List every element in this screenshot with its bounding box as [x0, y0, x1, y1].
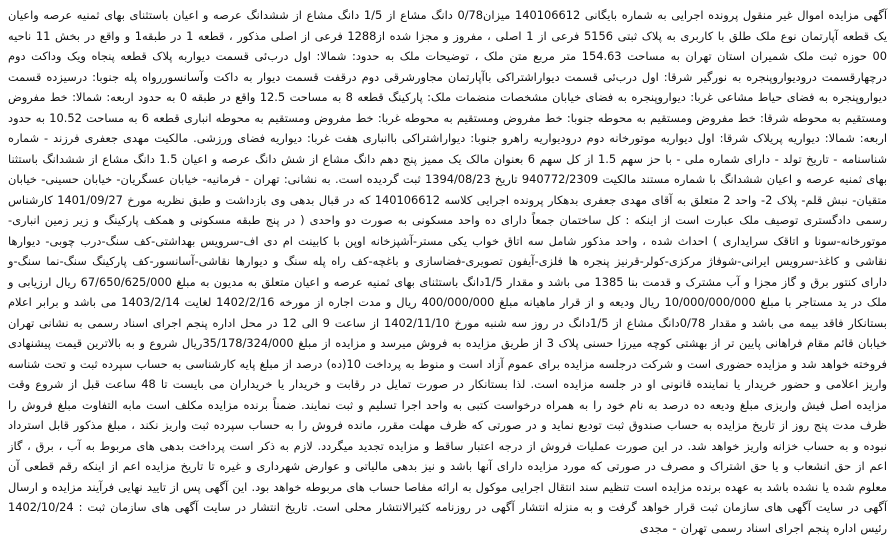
- notice-text: آگهی مزایده اموال غیر منقول پرونده اجرایی به شماره بایگانی 140106612 میزان0/78 دانگ مشاع از 1/5 دانگ مشاع از ششدانگ عرصه و اعیان باستثنای بهای ثمنیه عرصه واعیان یک قطعه آپارتمان نوع ملک طلق با کاربری به پلاک ثبتی 5156 فرعی از 1 اصلی ، مفروز و مجزا شده از1288 فرعی از اصلی مذکور ، قطعه 1 در طبقه1 و واقع در بخش 11 ناحیه 00 حوزه ثبت ملک شمیران استان تهران به مساحت 154.63 متر مربع متن ملک ، توضیحات ملک به حدود: شمالا: اول درب‌ئی قسمت دیوار‌به پلاک قطعه پنجاه ویک وداکت دوم درچهارقسمت درودیوارو‌پنجره به نورگیر شرقا: اول درب‌ئی قسمت دیوار‌اشتراکی باآپارتمان مجاورشرقی دوم درقفت قسمت دیوار به داکت وآسانسوررواه پله جنوبا: درسیزده قسمت دیوارو‌پنجره به فضای حیاط مشاعی غربا: دیوارو‌پنجره به فضای خیابان مشخصات منضمات ملک: پارکینگ قطعه 8 به مساحت 12.5 واقع در طبقه 0 به حدود اربعه: شمالا: خط مفروض ومستقیم به محوطه شرقا: خط مفروض ومستقیم به محوطه جنوبا: خط مفروض ومستقیم به محوطه غربا: خط مفروض ومستقیم به محوطه انباری قطعه 6 به مساحت 10.52 به حدود اربعه: شمالا: دیواریه پریلاک شرقا: اول دیوار‌یه موتورخانه دوم درودیوار‌یه راهرو جنوبا: دیواراشتراکی باانباری هفت غربا: دیواریه فضای ورزشی. مالکیت مهدی جعفری فرزند - شماره شناسنامه - تاریخ تولد - دارای شماره ملی - با حز سهم 1.5 از کل سهم 6 بعنوان مالک یک ممیز پنج دهم دانگ مشاع از شش دانگ عرصه و اعیان 1.5 دانگ مشاع از ششدانگ باستثنا بهای ثمنیه عرصه و اعیان ششدانگ با شماره مستند مالکیت 940772/2309 تاریخ 1394/08/23 ثبت گردیده است. به نشانی: تهران - فرمانیه- خیابان عسگریان- خیابان حسینی- خیابان متقیان- نبش قلم- پلاک 2- واحد 2 متعلق به آقای مهدی جعفری بدهکار پرونده اجرایی کلاسه 140106612 که در قبال بدهی وی بازداشت و طبق نظریه مورخ 1401/09/27 کارشناس رسمی دادگستری توصیف ملک عبارت است از اینکه : کل ساختمان جمعاً دارای ده واحد مسکونی به صورت دو واحدی ( در پنج طبقه مسکونی و همکف پارکینگ و زیر زمین انباری- موتورخانه-سونا و اتاقک سرایداری ) احداث شده ، واحد مذکور شامل سه اتاق خواب یکی مستر-آشپزخانه اوپن با کابینت ام دی اف-سرویس بهداشتی-کف سنگ-درب چوبی- دیوارها نقاشی و کاغذ-سرویس ایرانی-شوفاژ مرکزی-کولر-قرنیز پنجره ها فلزی-آیفون تصویری-فضاسازی و باغچه-کف راه پله سنگ و دیوارها نقاشی-آسانسور-کف پارکینگ سنگ-نما سنگ-و دارای کنتور برق و گاز مجزا و آب مشترک و قدمت بنا 1385 می باشد و مقدار 1/5دانگ باستثنای بهای ثمنیه عرصه و اعیان متعلق به مدیون به مبلغ 67/650/625/000 ریال ارزیابی و ملک در ید مستاجر با مبلغ 10/000/000/000 ریال ودیعه و از قرار ماهیانه مبلغ 400/000/000 ریال و مدت اجاره از مورخه 1402/2/16 لغایت 1403/2/14 می باشد و برابر اعلام بستانکار فاقد بیمه می باشد و مقدار 0/78دانگ مشاع از 1/5دانگ در روز سه شنبه مورخ 1402/11/10 از ساعت 9 الی 12 در محل اداره پنجم اجرای اسناد رسمی به نشانی تهران خیابان قائم مقام فراهانی پایین تر از بهشتی کوچه میرزا حسنی پلاک 3 از طریق مزایده به فروش میرسد و مزایده از مبلغ 35/178/324/000ریال شروع و به بالاترین قیمت پیشنهادی فروخته خواهد شد و مزایده حضوری است و شرکت درجلسه مزایده برای عموم آزاد است و منوط به پرداخت 10(ده) درصد از مبلغ پایه کارشناسی به حساب سپرده ثبت و تحت شناسه واریز اعلامی و حضور خریدار یا نماینده قانونی او در جلسه مزایده است. لذا بستانکار در صورت تمایل در رقابت و خریدار یا خریداران می بایست تا 48 ساعت قبل از شروع وقت مزایده اصل فیش واریزی مبلغ ودیعه ده درصد به نام خود را به همراه درخواست کتبی به واحد اجرا تسلیم و ثبت نمایند. ضمناً برنده مزایده مکلف است مابه التفاوت مبلغ فروش را ظرف مدت پنج روز از تاریخ مزایده به حساب صندوق ثبت تودیع نماید و در صورتی که ظرف مهلت مقرر، مانده فروش را به حساب سپرده ثبت واریز نکند ، مبلغ مذکور قابل استرداد نبوده و به حساب خزانه واریز خواهد شد. در این صورت عملیات فروش از درجه اعتبار ساقط و مزایده تجدید میگردد. لازم به ذکر است پرداخت بدهی های مربوط به آب ، برق ، گاز اعم از حق انشعاب و یا حق اشتراک و مصرف در صورتی که مورد مزایده دارای آنها باشد و نیز بدهی مالیاتی و عوارض شهرداری و غیره تا تاریخ مزایده اعم از اینکه رقم قطعی آن معلوم شده یا نشده باشد به عهده برنده مزایده است تنظیم سند انتقال اجرایی موکول به ارائه مفاصا حساب های مربوطه خواهد بود. این آگهی پس از تایید نهایی فرآیند مزایده و ارسال آگهی در سایت آگهی های سازمان ثبت قرار خواهد گرفت و به منزله انتشار آگهی در روزنامه کثیرالانتشار محلی است. تاریخ انتشار در سایت آگهی های سازمان ثبت : 1402/10/24 رئیس اداره پنجم اجرای اسناد رسمی تهران - مجدی: [8, 8, 888, 535]
